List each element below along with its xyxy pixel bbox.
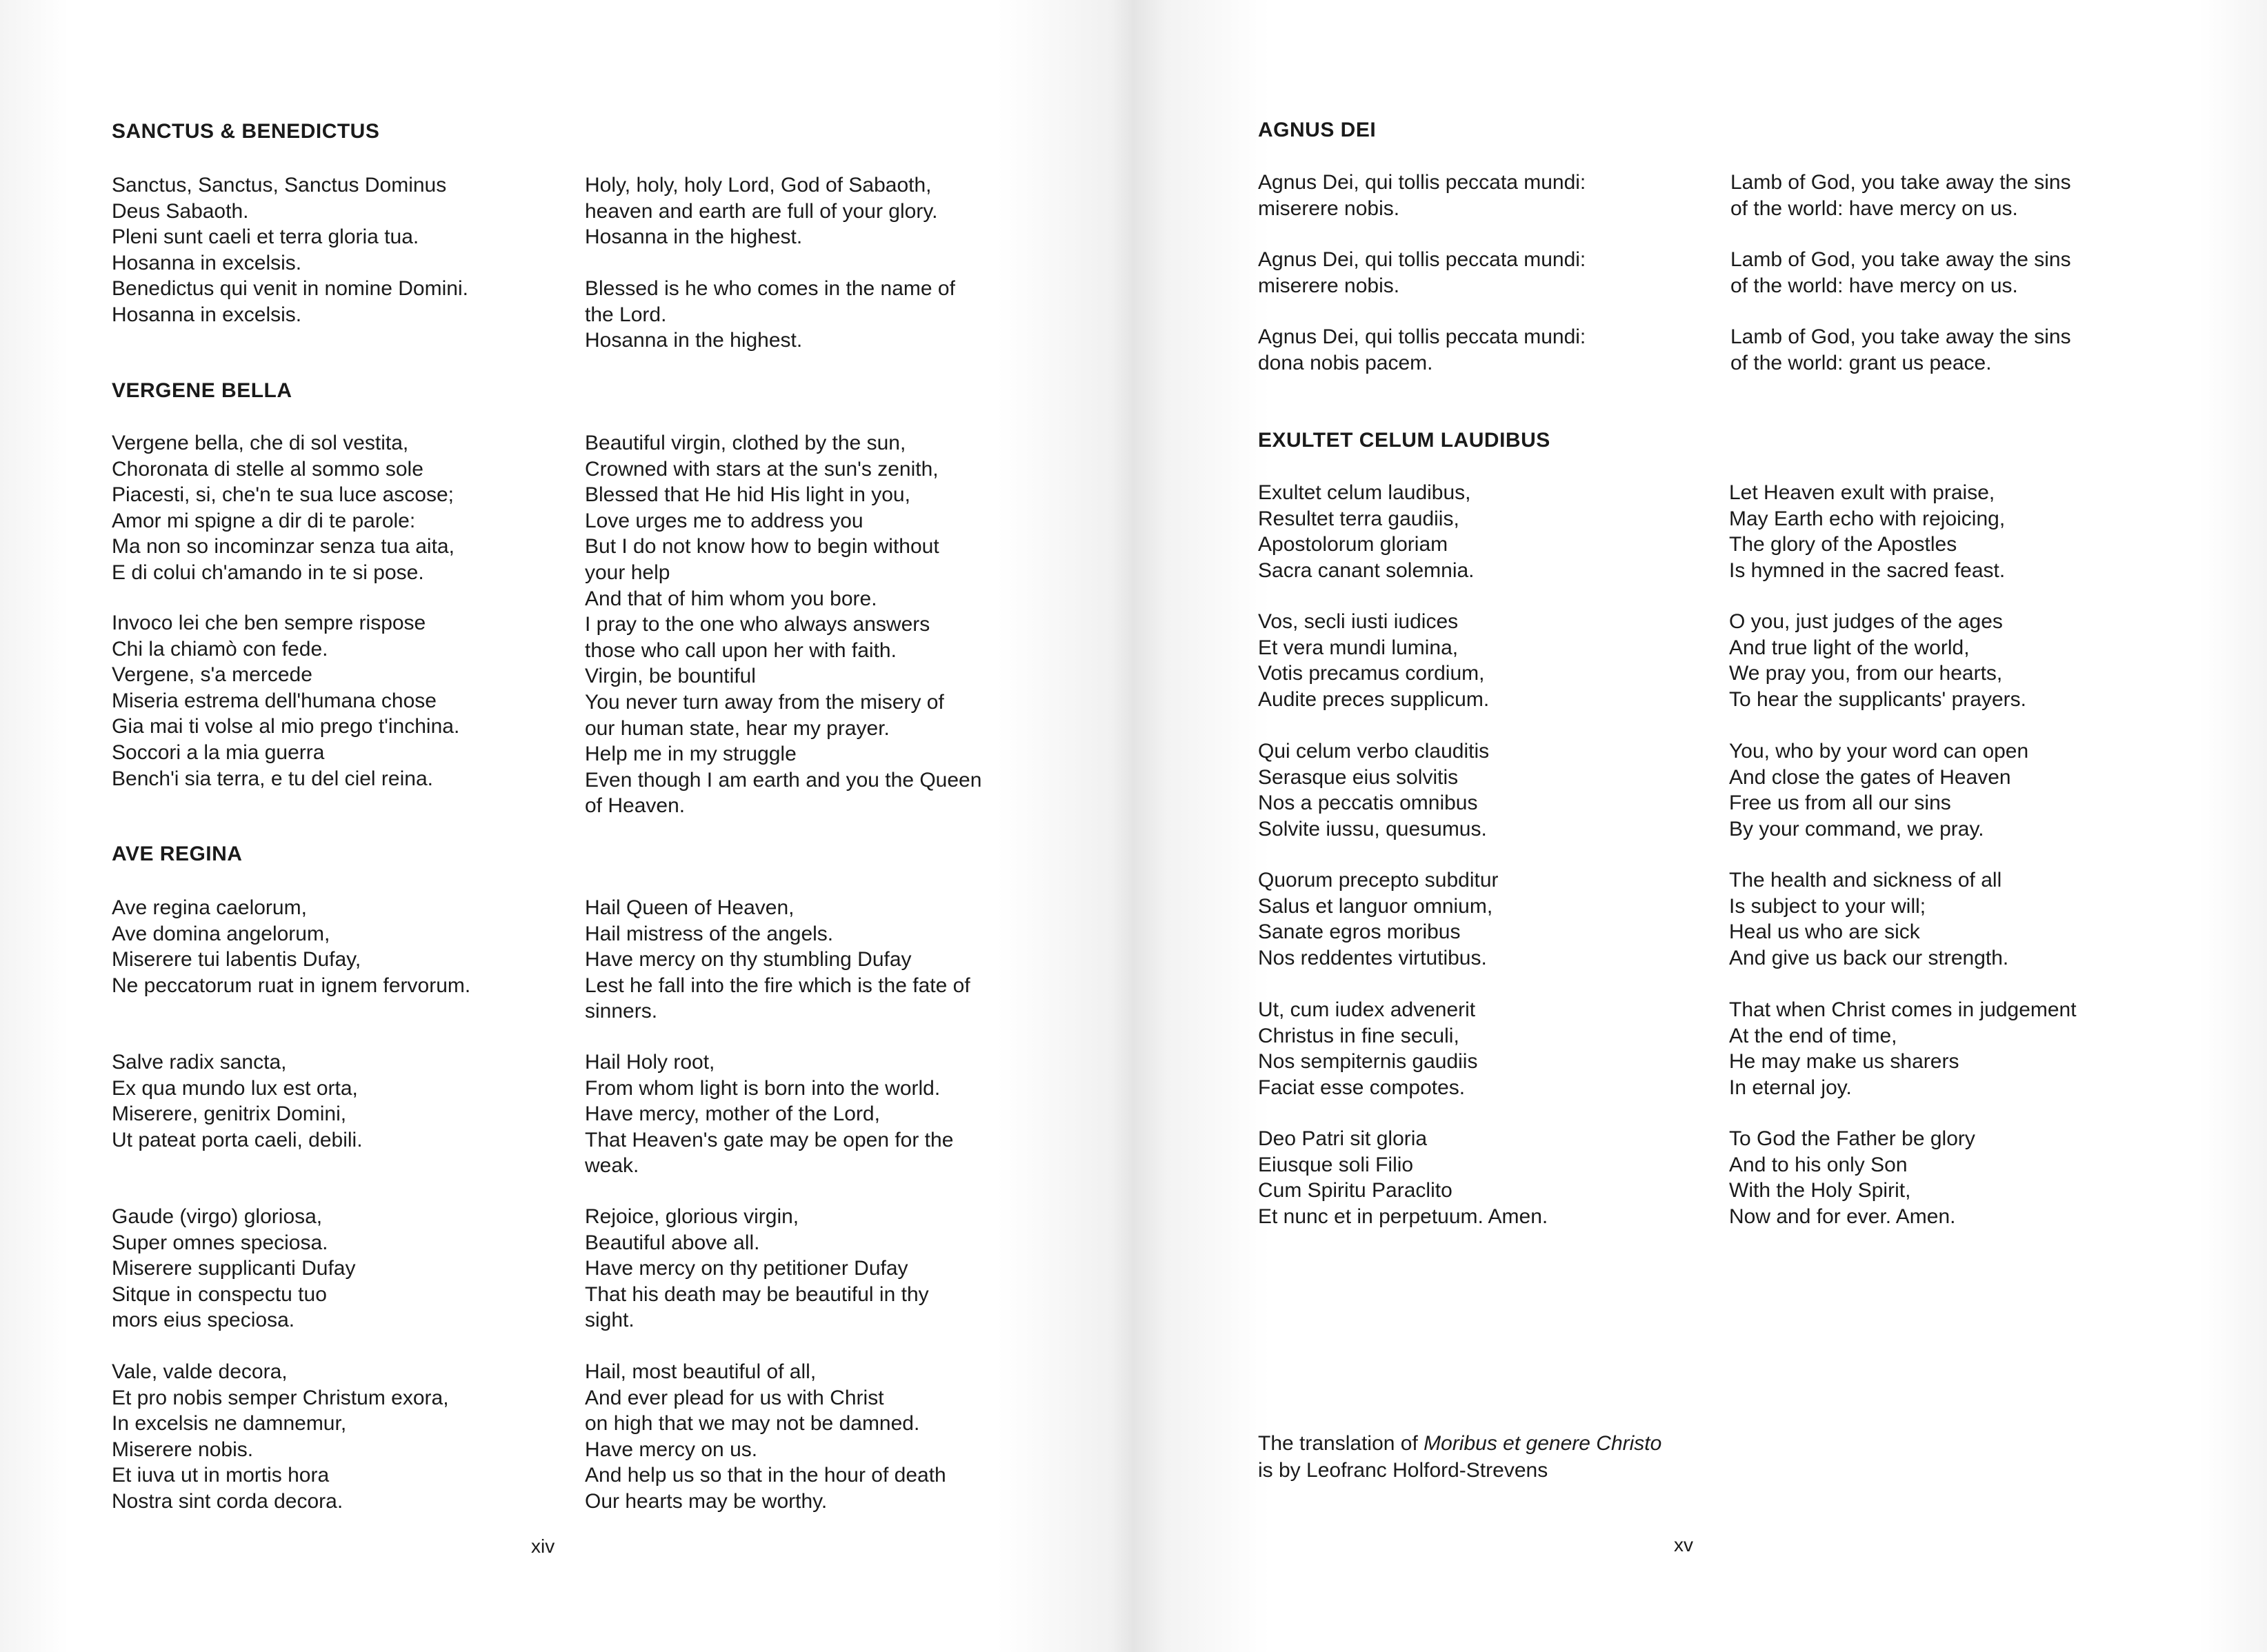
agnus-english-2: Lamb of God, you take away the sins of the world: have mercy on us. [1730,248,2071,297]
exultet-latin-4: Quorum precepto subditur Salus et languor omnium, Sanate egros moribus Nos reddentes virtutibus. [1258,869,1499,969]
vergene-latin-1: Vergene bella, che di sol vestita, Choronata di stelle al sommo sole Piacesti, si, che'n te sua luce ascose; Amor mi spigne a dir di te parole: Ma non so incominzar senza tua aita, E di colui ch'amando in te si pose. [112,432,455,584]
exultet-english-5: That when Christ comes in judgement At the end of time, He may make us sharers In eternal joy. [1729,998,2077,1099]
agnus-english-1: Lamb of God, you take away the sins of the world: have mercy on us. [1730,171,2071,220]
section-heading-vergene: VERGENE BELLA [112,379,292,402]
exultet-english-4: The health and sickness of all Is subject to your will; Heal us who are sick And give us back our strength. [1729,869,2009,969]
translation-credit-title: Moribus et genere Christo [1424,1432,1662,1455]
sanctus-english-1: Holy, holy, holy Lord, God of Sabaoth, heaven and earth are full of your glory. Hosanna in the highest. [585,174,938,249]
ave-latin-1: Ave regina caelorum, Ave domina angelorum, Miserere tui labentis Dufay, Ne peccatorum ruat in ignem fervorum. [112,896,471,997]
exultet-latin-2: Vos, secli iusti iudices Et vera mundi lumina, Votis precamus cordium, Audite preces supplicum. [1258,610,1490,711]
translation-credit-prefix: The translation of [1258,1432,1424,1455]
translation-credit [1258,1430,1661,1484]
agnus-latin-3: Agnus Dei, qui tollis peccata mundi: dona nobis pacem. [1258,325,1586,374]
exultet-english-1: Let Heaven exult with praise, May Earth echo with rejoicing, The glory of the Apostles Is hymned in the sacred feast. [1729,481,2006,582]
page-number-right: xv [1674,1534,1693,1555]
sanctus-english-2: Blessed is he who comes in the name of the Lord. Hosanna in the highest. [585,277,955,352]
exultet-latin-3: Qui celum verbo clauditis Serasque eius solvitis Nos a peccatis omnibus Solvite iussu, quesumus. [1258,740,1490,840]
exultet-latin-5: Ut, cum iudex advenerit Christus in fine seculi, Nos sempiternis gaudiis Faciat esse compotes. [1258,998,1478,1099]
agnus-english-3: Lamb of God, you take away the sins of the world: grant us peace. [1730,325,2071,374]
sanctus-latin: Sanctus, Sanctus, Sanctus Dominus Deus Sabaoth. Pleni sunt caeli et terra gloria tua. Hosanna in excelsis. Benedictus qui venit in nomine Domini. Hosanna in excelsis. [112,174,468,326]
translation-credit-suffix: is by Leofranc Holford-Strevens [1258,1459,1548,1482]
ave-english-1: Hail Queen of Heaven, Hail mistress of the angels. Have mercy on thy stumbling Dufay Lest he fall into the fire which is the fate of sinners. [585,896,970,1023]
exultet-english-6: To God the Father be glory And to his only Son With the Holy Spirit, Now and for ever. Amen. [1729,1127,1975,1228]
exultet-english-2: O you, just judges of the ages And true light of the world, We pray you, from our hearts, To hear the supplicants' prayers. [1729,610,2026,711]
ave-latin-2: Salve radix sancta, Ex qua mundo lux est orta, Miserere, genitrix Domini, Ut pateat porta caeli, debili. [112,1051,363,1151]
page-number-left: xiv [531,1535,555,1557]
right-page [1133,0,2267,1652]
exultet-latin-1: Exultet celum laudibus, Resultet terra gaudiis, Apostolorum gloriam Sacra canant solemnia. [1258,481,1475,582]
agnus-latin-1: Agnus Dei, qui tollis peccata mundi: miserere nobis. [1258,171,1586,220]
section-heading-ave: AVE REGINA [112,843,243,865]
exultet-latin-6: Deo Patri sit gloria Eiusque soli Filio Cum Spiritu Paraclito Et nunc et in perpetuum. Amen. [1258,1127,1548,1228]
ave-english-2: Hail Holy root, From whom light is born into the world. Have mercy, mother of the Lord, That Heaven's gate may be open for the weak. [585,1051,954,1178]
ave-english-4: Hail, most beautiful of all, And ever plead for us with Christ on high that we may not be damned. Have mercy on us. And help us so that in the hour of death Our hearts may be worthy. [585,1360,946,1513]
exultet-english-3: You, who by your word can open And close the gates of Heaven Free us from all our sins By your command, we pray. [1729,740,2029,840]
vergene-latin-2: Invoco lei che ben sempre rispose Chi la chiamò con fede. Vergene, s'a mercede Miseria estrema dell'humana chose Gia mai ti volse al mio prego t'inchina. Soccori a la mia guerra Bench'i sia terra, e tu del ciel reina. [112,612,460,790]
ave-latin-4: Vale, valde decora, Et pro nobis semper Christum exora, In excelsis ne damnemur, Miserere nobis. Et iuva ut in mortis hora Nostra sint corda decora. [112,1360,449,1513]
section-heading-agnus: AGNUS DEI [1258,119,1377,141]
agnus-latin-2: Agnus Dei, qui tollis peccata mundi: miserere nobis. [1258,248,1586,297]
left-page [0,0,1133,1652]
section-heading-sanctus: SANCTUS & BENEDICTUS [112,120,380,143]
section-heading-exultet: EXULTET CELUM LAUDIBUS [1258,429,1550,452]
ave-latin-3: Gaude (virgo) gloriosa, Super omnes speciosa. Miserere supplicanti Dufay Sitque in conspectu tuo mors eius speciosa. [112,1205,356,1332]
vergene-english: Beautiful virgin, clothed by the sun, Crowned with stars at the sun's zenith, Blessed that He hid His light in you, Love urges me to address you But I do not know how to begin without your help And that of him whom you bore. I pray to the one who always answers those who call upon her with faith. Virgin, be bountiful You never turn away from the misery of our human state, hear my prayer. Help me in my struggle Even though I am earth and you the Queen of Heaven. [585,432,982,818]
ave-english-3: Rejoice, glorious virgin, Beautiful above all. Have mercy on thy petitioner Dufay That his death may be beautiful in thy sight. [585,1205,929,1332]
